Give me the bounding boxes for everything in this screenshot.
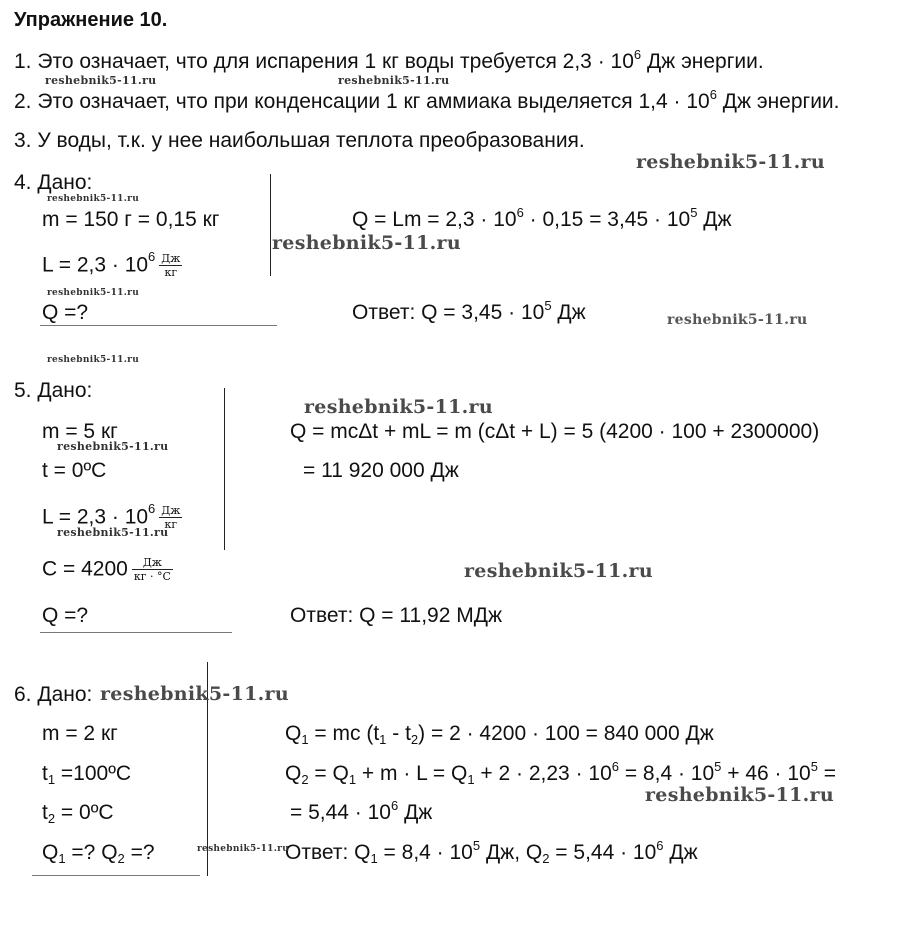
unit-fraction: $\frac{Дж}{кг}$ xyxy=(161,504,181,532)
p4-given-mass: m = 150 г = 0,15 кг xyxy=(42,208,220,231)
p5-answer: Ответ: Q = 11,92 МДж xyxy=(290,604,502,627)
watermark: reshebnik5-11.ru xyxy=(304,396,493,418)
p6-solution-2: $Q_2 = Q_1 + m \cdot L = Q_1 + 2 \cdot 2,23 \cdot 10^6 = 8,4 \cdot 10^5 + 46 \cdot 10^5$ = xyxy=(285,759,837,787)
watermark: reshebnik5-11.ru xyxy=(338,74,450,87)
watermark: reshebnik5-11.ru xyxy=(667,312,808,328)
p6-solution-1: $Q_1$ = mc $(t_1 - t_2) = 2 \cdot 4200 \cdot 100 = 840$ 000 Дж xyxy=(285,722,714,747)
p4-given-heat: $L = 2,3 \cdot 10^6$ $\frac{Дж}{кг}$ xyxy=(42,249,181,280)
p5-given-underline xyxy=(40,632,232,633)
p4-answer: Ответ: $Q = 3,45 \cdot 10^5$ Дж xyxy=(352,298,586,324)
answer-2: 2. Это означает, что при конденсации 1 кг аммиака выделяется $1,4 \cdot 10^6$ Дж энергии. xyxy=(14,87,840,113)
watermark: reshebnik5-11.ru xyxy=(57,526,169,539)
watermark: reshebnik5-11.ru xyxy=(47,194,140,204)
p5-solution-2: = 11 920 000 Дж xyxy=(303,459,459,482)
watermark: reshebnik5-11.ru xyxy=(47,288,140,298)
p5-given-mass: m = 5 кг xyxy=(42,420,118,443)
p4-heading: 4. Дано: xyxy=(14,171,93,194)
p6-given-mass: m = 2 кг xyxy=(42,722,118,745)
unit-fraction: $\frac{Дж}{кг}$ xyxy=(161,252,181,280)
p5-given-temp: t = 0ºC xyxy=(42,459,107,482)
p4-divider xyxy=(270,174,271,276)
page-title: Упражнение 10. xyxy=(14,9,168,31)
p5-solution-1: Q = mcΔt + mL = m (cΔt + L) = 5 (4200 · 100 + 2300000) xyxy=(290,420,820,443)
p6-answer: Ответ: $Q_1 = 8,4 \cdot 10^5$ Дж, $Q_2 = 5,44 \cdot 10^6$ Дж xyxy=(285,838,698,866)
p5-given-capacity: C = 4200 $\frac{Дж}{кг \cdot ^\circ С}$ xyxy=(42,556,171,584)
p5-given-heat: $L = 2,3 \cdot 10^6$ $\frac{Дж}{кг}$ xyxy=(42,501,181,532)
watermark: reshebnik5-11.ru xyxy=(464,560,653,582)
p4-solution: $Q = Lm = 2,3 \cdot 10^6 \cdot 0,15 = 3,45 \cdot 10^5$ Дж xyxy=(352,205,732,231)
p5-divider xyxy=(224,388,225,550)
watermark: reshebnik5-11.ru xyxy=(57,440,169,453)
watermark: reshebnik5-11.ru xyxy=(272,232,461,254)
watermark: reshebnik5-11.ru xyxy=(45,74,157,87)
unit-fraction: $\frac{Дж}{кг \cdot ^\circ С}$ xyxy=(133,556,171,584)
p6-heading: 6. Дано: xyxy=(14,683,93,706)
answer-3: 3. У воды, т.к. у нее наибольшая теплота преобразования. xyxy=(14,129,585,152)
p6-solution-3: = $5,44 \cdot 10^6$ Дж xyxy=(290,798,433,824)
p6-given-underline xyxy=(32,875,200,876)
p5-heading: 5. Дано: xyxy=(14,379,93,402)
watermark: reshebnik5-11.ru xyxy=(47,355,140,365)
p6-given-t2: $t_2$ = 0ºC xyxy=(42,801,114,826)
answer-1: 1. Это означает, что для испарения 1 кг воды требуется $2,3 \cdot 10^6$ Дж энергии. xyxy=(14,47,764,73)
watermark: reshebnik5-11.ru xyxy=(100,683,289,705)
watermark: reshebnik5-11.ru xyxy=(197,844,290,854)
p6-find: $Q_1$ =? $Q_2$ =? xyxy=(42,841,155,866)
p4-given-underline xyxy=(40,325,277,326)
p5-find: Q =? xyxy=(42,604,89,627)
watermark: reshebnik5-11.ru xyxy=(645,784,834,806)
p6-given-t1: $t_1$ =100ºC xyxy=(42,762,132,787)
watermark: reshebnik5-11.ru xyxy=(636,151,825,173)
p4-find: Q =? xyxy=(42,301,89,324)
